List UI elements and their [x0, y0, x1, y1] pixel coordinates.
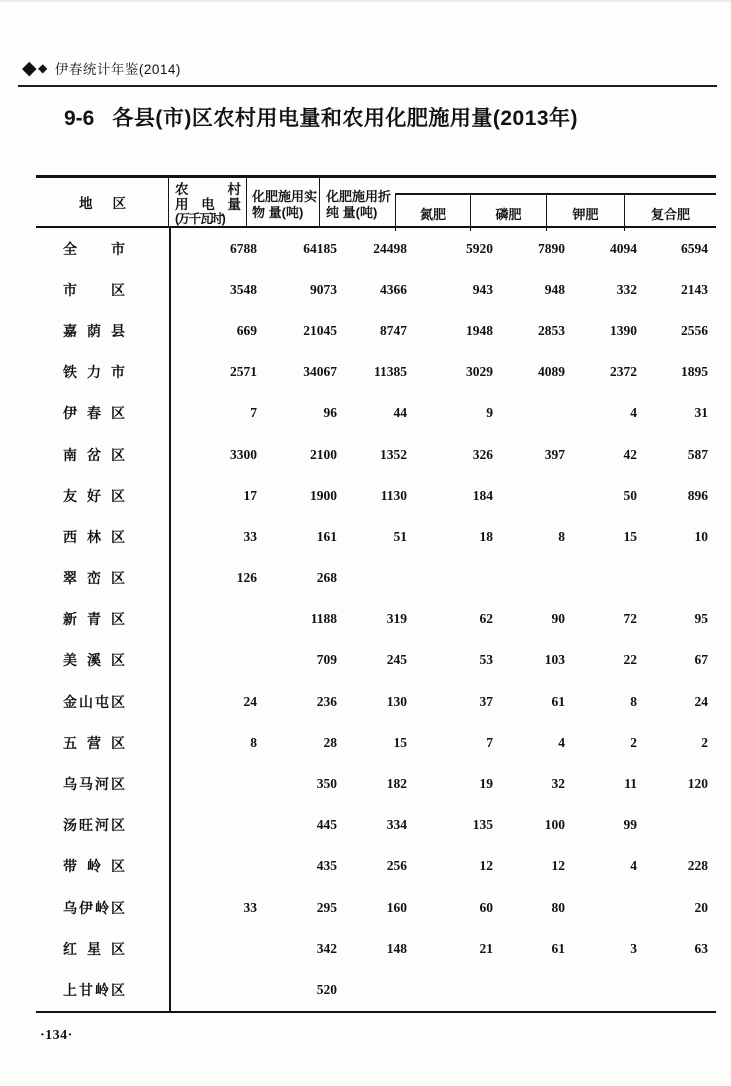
value-cell: 10 — [694, 528, 708, 544]
value-cell — [493, 393, 565, 434]
value-cell: 2143 — [681, 281, 708, 297]
value-cell: 943 — [472, 281, 493, 297]
value-cell — [169, 763, 257, 804]
region-name-cell: 五 营 区 — [63, 734, 125, 751]
column-divider-line — [169, 228, 171, 1011]
value-cell: 51 — [393, 528, 407, 544]
value-cell: 332 — [616, 281, 637, 297]
value-cell: 435 — [316, 858, 337, 874]
value-cell — [565, 969, 637, 1010]
table-row — [36, 310, 716, 351]
table-row — [36, 846, 716, 887]
value-cell: 11 — [624, 776, 637, 792]
region-name-cell: 全 市 — [63, 240, 125, 257]
value-cell — [637, 558, 708, 599]
value-cell: 4089 — [538, 364, 565, 380]
table-row — [36, 969, 716, 1010]
value-cell: 334 — [386, 817, 407, 833]
value-cell: 228 — [687, 858, 708, 874]
table-header — [36, 175, 716, 228]
value-cell: 3300 — [230, 446, 257, 462]
region-name-cell: 友 好 区 — [63, 487, 125, 504]
region-name-cell: 伊 春 区 — [63, 405, 125, 422]
value-cell: 4 — [630, 405, 637, 421]
value-cell: 245 — [386, 652, 407, 668]
value-cell: 37 — [479, 693, 493, 709]
value-cell: 7890 — [538, 240, 565, 256]
page-title — [64, 102, 578, 132]
table-row — [36, 681, 716, 722]
value-cell — [169, 928, 257, 969]
value-cell: 12 — [551, 858, 565, 874]
value-cell: 53 — [479, 652, 493, 668]
region-name-cell: 市 区 — [63, 281, 125, 298]
value-cell — [407, 558, 493, 599]
value-cell — [565, 887, 637, 928]
region-name-cell: 美 溪 区 — [63, 652, 125, 669]
value-cell: 182 — [386, 776, 407, 792]
region-name-cell: 新 青 区 — [63, 611, 125, 628]
region-name-cell: 上 甘 岭 区 — [63, 981, 125, 998]
value-cell: 21 — [479, 940, 493, 956]
value-cell: 6594 — [681, 240, 708, 256]
table-row — [36, 434, 716, 475]
value-cell: 72 — [623, 611, 637, 627]
table-row — [36, 763, 716, 804]
table-row — [36, 516, 716, 557]
value-cell — [169, 599, 257, 640]
value-cell: 24 — [243, 693, 257, 709]
value-cell: 61 — [551, 940, 565, 956]
value-cell: 126 — [236, 570, 257, 586]
value-cell: 1390 — [610, 322, 637, 338]
header-cell-potash: 钾肥 — [546, 195, 624, 231]
value-cell: 21045 — [303, 322, 337, 338]
value-cell: 4094 — [610, 240, 637, 256]
value-cell: 90 — [551, 611, 565, 627]
table-row — [36, 928, 716, 969]
region-name-cell: 带 岭 区 — [63, 858, 125, 875]
value-cell: 161 — [316, 528, 337, 544]
value-cell: 50 — [623, 487, 637, 503]
value-cell: 20 — [694, 899, 708, 915]
value-cell: 95 — [694, 611, 708, 627]
value-cell: 8 — [558, 528, 565, 544]
value-cell — [407, 969, 493, 1010]
value-cell: 397 — [544, 446, 565, 462]
diamond-icon: ◆ — [22, 57, 38, 79]
value-cell: 60 — [479, 899, 493, 915]
value-cell — [169, 640, 257, 681]
running-head — [22, 58, 181, 78]
value-cell: 44 — [393, 405, 407, 421]
table-row — [36, 269, 716, 310]
value-cell: 236 — [316, 693, 337, 709]
value-cell: 3029 — [466, 364, 493, 380]
value-cell: 33 — [243, 528, 257, 544]
value-cell: 18 — [479, 528, 493, 544]
fertilizer-type-header-row — [395, 193, 716, 231]
region-name-cell: 乌 伊 岭 区 — [63, 899, 125, 916]
value-cell — [493, 969, 565, 1010]
value-cell: 948 — [544, 281, 565, 297]
region-name-cell: 金 山 屯 区 — [63, 693, 125, 710]
value-cell: 8 — [630, 693, 637, 709]
value-cell: 2571 — [230, 364, 257, 380]
value-cell: 709 — [316, 652, 337, 668]
value-cell: 120 — [687, 776, 708, 792]
data-table — [36, 175, 716, 1013]
value-cell: 2853 — [538, 322, 565, 338]
value-cell: 1948 — [466, 322, 493, 338]
value-cell: 5920 — [466, 240, 493, 256]
value-cell: 2 — [630, 734, 637, 750]
page-number: ·134· — [40, 1028, 73, 1043]
diamond-icon-small: ◆ — [38, 61, 48, 75]
table-body — [36, 228, 716, 1013]
region-name-cell: 西 林 区 — [63, 528, 125, 545]
header-cell-region — [36, 178, 169, 226]
value-cell: 2100 — [310, 446, 337, 462]
value-cell: 256 — [386, 858, 407, 874]
region-name-cell: 嘉 荫 县 — [63, 322, 125, 339]
value-cell: 15 — [623, 528, 637, 544]
value-cell: 184 — [472, 487, 493, 503]
value-cell: 24498 — [373, 240, 407, 256]
value-cell: 103 — [544, 652, 565, 668]
value-cell — [493, 558, 565, 599]
value-cell: 12 — [479, 858, 493, 874]
header-cell-phosphate: 磷肥 — [470, 195, 546, 231]
header-cell-fertilizer-gross: 化肥施用实 物 量(吨) — [247, 178, 320, 226]
value-cell: 17 — [243, 487, 257, 503]
value-cell: 42 — [623, 446, 637, 462]
value-cell: 160 — [386, 899, 407, 915]
value-cell: 319 — [386, 611, 407, 627]
table-row — [36, 887, 716, 928]
value-cell: 295 — [316, 899, 337, 915]
value-cell: 1130 — [380, 487, 407, 503]
value-cell: 350 — [316, 776, 337, 792]
value-cell — [637, 805, 708, 846]
value-cell: 34067 — [303, 364, 337, 380]
table-row — [36, 599, 716, 640]
table-row — [36, 475, 716, 516]
region-name-cell: 南 岔 区 — [63, 446, 125, 463]
value-cell: 587 — [687, 446, 708, 462]
table-title-text: 各县(市)区农村用电量和农用化肥施用量(2013年) — [112, 107, 579, 130]
value-cell: 3 — [630, 940, 637, 956]
header-cell-compound: 复合肥 — [624, 195, 716, 231]
region-name-cell: 乌 马 河 区 — [63, 776, 125, 793]
table-row — [36, 393, 716, 434]
value-cell: 9 — [486, 405, 493, 421]
value-cell: 99 — [623, 817, 637, 833]
value-cell: 22 — [623, 652, 637, 668]
region-name-cell: 汤 旺 河 区 — [63, 817, 125, 834]
table-row — [36, 722, 716, 763]
table-row — [36, 640, 716, 681]
value-cell: 4 — [558, 734, 565, 750]
header-rule — [18, 85, 717, 87]
value-cell: 62 — [479, 611, 493, 627]
value-cell: 96 — [323, 405, 337, 421]
value-cell: 896 — [687, 487, 708, 503]
value-cell: 148 — [386, 940, 407, 956]
value-cell: 7 — [486, 734, 493, 750]
value-cell: 669 — [236, 322, 257, 338]
value-cell: 100 — [544, 817, 565, 833]
value-cell: 520 — [316, 981, 337, 997]
value-cell: 342 — [316, 940, 337, 956]
value-cell — [565, 558, 637, 599]
value-cell: 19 — [479, 776, 493, 792]
header-cell-nitrogen: 氮肥 — [395, 195, 470, 231]
value-cell: 61 — [551, 693, 565, 709]
value-cell: 7 — [250, 405, 257, 421]
table-row — [36, 558, 716, 599]
value-cell: 33 — [243, 899, 257, 915]
value-cell: 326 — [472, 446, 493, 462]
value-cell — [337, 558, 407, 599]
value-cell — [169, 805, 257, 846]
value-cell — [493, 475, 565, 516]
yearbook-title: 伊春统计年鉴(2014) — [54, 62, 181, 77]
value-cell: 63 — [694, 940, 708, 956]
value-cell: 130 — [386, 693, 407, 709]
value-cell: 4366 — [380, 281, 407, 297]
value-cell: 4 — [630, 858, 637, 874]
value-cell: 2 — [701, 734, 708, 750]
value-cell: 445 — [316, 817, 337, 833]
scan-edge-artifact — [0, 0, 731, 2]
value-cell — [169, 969, 257, 1010]
value-cell: 11385 — [373, 364, 407, 380]
region-name-cell: 铁 力 市 — [63, 364, 125, 381]
value-cell: 67 — [694, 652, 708, 668]
value-cell: 8 — [250, 734, 257, 750]
value-cell: 32 — [551, 776, 565, 792]
value-cell: 31 — [694, 405, 708, 421]
value-cell: 2372 — [610, 364, 637, 380]
header-cell-fertilizer-net: 化肥施用折 纯 量(吨) — [326, 189, 392, 220]
value-cell: 8747 — [380, 322, 407, 338]
value-cell — [169, 846, 257, 887]
table-number: 9-6 — [64, 107, 95, 130]
value-cell: 80 — [551, 899, 565, 915]
value-cell: 268 — [316, 570, 337, 586]
value-cell: 135 — [472, 817, 493, 833]
value-cell: 3548 — [230, 281, 257, 297]
table-row — [36, 228, 716, 269]
region-name-cell: 红 星 区 — [63, 940, 125, 957]
value-cell: 6788 — [230, 240, 257, 256]
value-cell: 28 — [323, 734, 337, 750]
value-cell — [637, 969, 708, 1010]
value-cell: 1895 — [681, 364, 708, 380]
header-cell-rural-electricity: 农 村 用 电 量 (万千瓦时) — [169, 178, 247, 226]
value-cell: 64185 — [303, 240, 337, 256]
region-name-cell: 翠 峦 区 — [63, 570, 125, 587]
value-cell: 1188 — [310, 611, 337, 627]
region-header-label: 地 区 — [79, 196, 126, 211]
table-row — [36, 352, 716, 393]
table-row — [36, 805, 716, 846]
value-cell: 9073 — [310, 281, 337, 297]
value-cell: 15 — [393, 734, 407, 750]
value-cell — [337, 969, 407, 1010]
value-cell: 1900 — [310, 487, 337, 503]
value-cell: 24 — [694, 693, 708, 709]
value-cell: 1352 — [380, 446, 407, 462]
value-cell: 2556 — [681, 322, 708, 338]
